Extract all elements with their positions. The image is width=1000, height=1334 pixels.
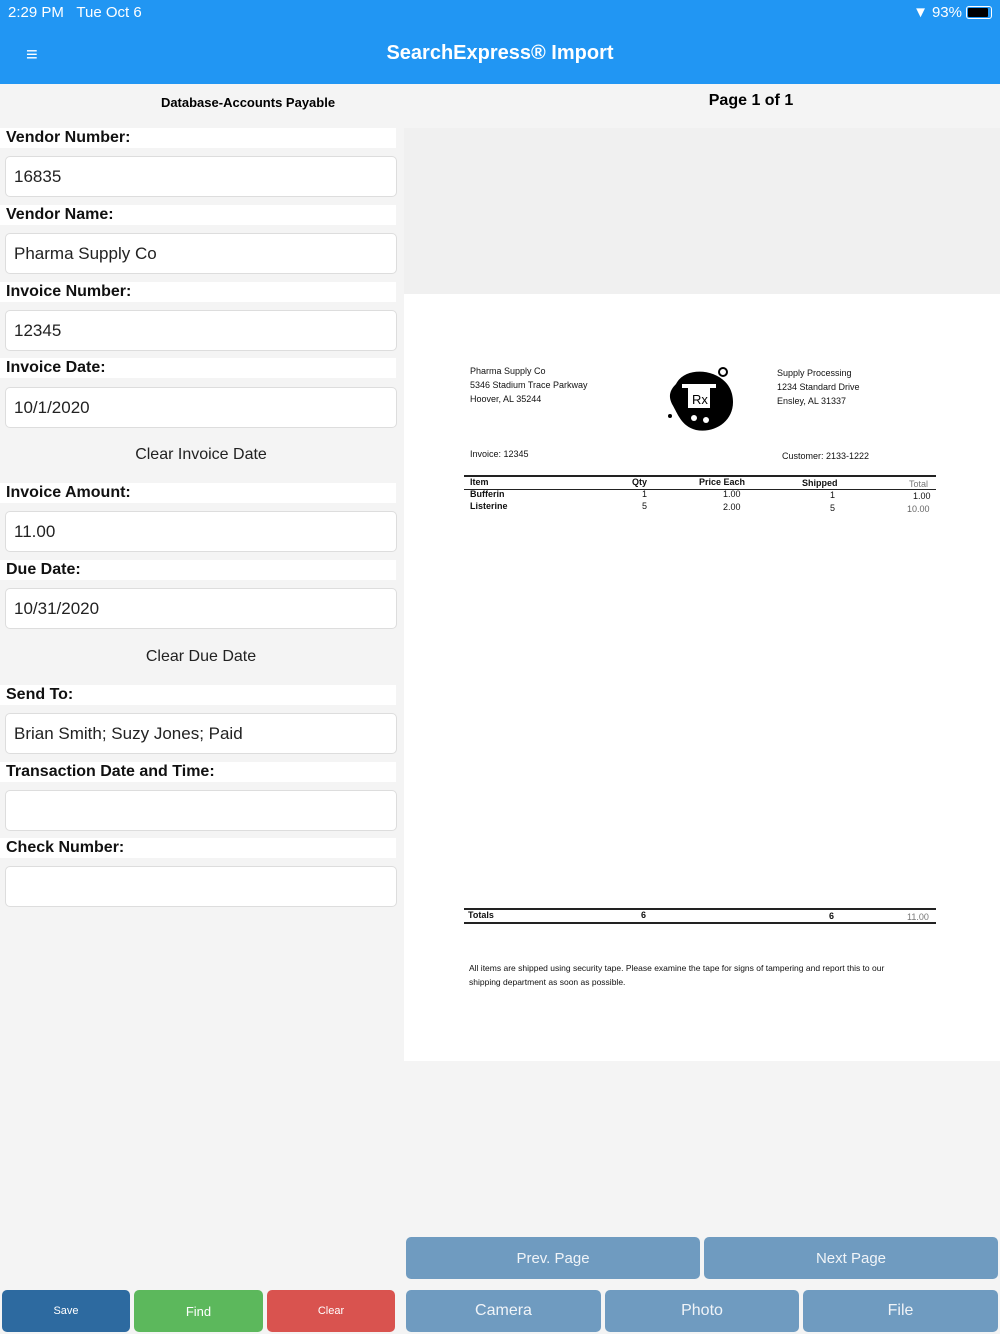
check-number-label: Check Number: bbox=[0, 838, 396, 858]
cell: Bufferin bbox=[470, 489, 505, 499]
transaction-label: Transaction Date and Time: bbox=[0, 762, 396, 782]
totals-qty: 6 bbox=[641, 910, 647, 920]
clear-button[interactable]: Clear bbox=[267, 1290, 395, 1332]
hamburger-icon[interactable]: ≡ bbox=[26, 44, 38, 66]
preview-background bbox=[404, 128, 1000, 294]
prev-page-button[interactable]: Prev. Page bbox=[406, 1237, 700, 1279]
cell: 1 bbox=[642, 489, 648, 499]
app-header bbox=[0, 0, 1000, 84]
photo-button[interactable]: Photo bbox=[605, 1290, 799, 1332]
invoice-date-input[interactable]: 10/1/2020 bbox=[5, 387, 397, 428]
col-qty: Qty bbox=[632, 477, 648, 487]
totals-shipped: 6 bbox=[829, 911, 835, 921]
cell: 5 bbox=[830, 503, 836, 513]
invoice-amount-label: Invoice Amount: bbox=[0, 483, 396, 503]
send-to-input[interactable]: Brian Smith; Suzy Jones; Paid bbox=[5, 713, 397, 754]
vendor-number-input[interactable]: 16835 bbox=[5, 156, 397, 197]
cell: 1 bbox=[830, 490, 836, 500]
due-date-label: Due Date: bbox=[0, 560, 396, 580]
col-total: Total bbox=[909, 479, 929, 489]
invoice-number-input[interactable]: 12345 bbox=[5, 310, 397, 351]
transaction-input[interactable] bbox=[5, 790, 397, 831]
totals-label: Totals bbox=[468, 910, 494, 920]
vendor-name-label: Vendor Name: bbox=[0, 205, 396, 225]
svg-text:Rx: Rx bbox=[692, 392, 708, 407]
database-name: Database-Accounts Payable bbox=[160, 95, 336, 110]
col-item: Item bbox=[470, 477, 489, 487]
invoice-number-label: Invoice Number: bbox=[0, 282, 396, 302]
cell: Listerine bbox=[470, 501, 508, 511]
cell: 1.00 bbox=[913, 491, 931, 501]
cell: 1.00 bbox=[723, 489, 741, 499]
doc-invoice-number: Invoice: 12345 bbox=[470, 449, 529, 459]
battery-icon bbox=[966, 6, 992, 19]
vendor-address: Pharma Supply Co 5346 Stadium Trace Parkway Hoover, AL 35244 bbox=[470, 366, 588, 404]
doc-customer: Customer: 2133-1222 bbox=[782, 451, 870, 461]
file-button[interactable]: File bbox=[803, 1290, 998, 1332]
document-preview bbox=[404, 294, 1000, 1061]
totals-amount: 11.00 bbox=[907, 912, 929, 922]
due-date-input[interactable]: 10/31/2020 bbox=[5, 588, 397, 629]
col-shipped: Shipped bbox=[802, 478, 838, 488]
invoice-amount-input[interactable]: 11.00 bbox=[5, 511, 397, 552]
battery-percent: 93% bbox=[931, 4, 962, 21]
invoice-date-label: Invoice Date: bbox=[0, 358, 396, 378]
cell: 2.00 bbox=[723, 502, 741, 512]
save-button[interactable]: Save bbox=[2, 1290, 130, 1332]
next-page-button[interactable]: Next Page bbox=[704, 1237, 998, 1279]
vendor-number-label: Vendor Number: bbox=[0, 128, 396, 148]
app-title: SearchExpress® Import bbox=[386, 42, 614, 64]
status-time: 2:29 PM Tue Oct 6 bbox=[8, 4, 142, 21]
camera-button[interactable]: Camera bbox=[406, 1290, 601, 1332]
check-number-input[interactable] bbox=[5, 866, 397, 907]
col-price: Price Each bbox=[699, 477, 746, 487]
recipient-address: Supply Processing 1234 Standard Drive Ensley, AL 31337 bbox=[777, 368, 860, 406]
find-button[interactable]: Find bbox=[134, 1290, 263, 1332]
cell: 5 bbox=[642, 501, 648, 511]
rx-logo bbox=[666, 364, 736, 434]
doc-note: All items are shipped using security tape. Please examine the tape for signs of tampering and report this to our shipping department as soon as possible. bbox=[469, 963, 885, 987]
cell: 10.00 bbox=[907, 504, 930, 514]
status-indicators bbox=[913, 4, 992, 21]
clear-due-date-button[interactable]: Clear Due Date bbox=[145, 648, 257, 665]
vendor-name-input[interactable]: Pharma Supply Co bbox=[5, 233, 397, 274]
clear-invoice-date-button[interactable]: Clear Invoice Date bbox=[135, 446, 267, 463]
wifi-icon: ▼ bbox=[913, 4, 928, 21]
send-to-label: Send To: bbox=[0, 685, 396, 705]
page-indicator: Page 1 of 1 bbox=[708, 92, 794, 109]
